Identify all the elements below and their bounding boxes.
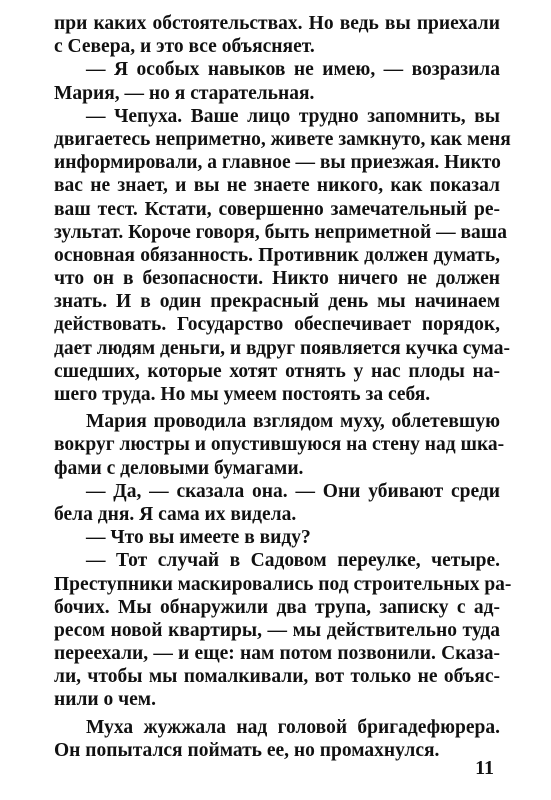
text-line: ваш тест. Кстати, совершенно замечательный ре- [54,198,500,220]
page-text [54,12,512,762]
text-line: — Что вы имеете в виду? [86,527,311,549]
text-line: что он в безопасности. Никто ничего не должен [54,268,500,290]
text-line: — Тот случай в Садовом переулке, четыре. [86,550,500,572]
text-line: дает людям деньги, и вдруг появляется кучка сума- [54,337,511,359]
text-line: действовать. Государство обеспечивает порядок, [54,314,500,336]
text-line: — Я особых навыков не имею, — возразила [86,59,500,81]
text-line: переехали, — и еще: нам потом позвонили. Сказа- [54,643,500,665]
text-line: шего труда. Но мы умеем постоять за себя. [54,384,431,405]
text-line: нили о чем. [54,689,156,711]
text-line: Он попытался поймать ее, но промахнулся. [54,739,440,761]
text-line: при каких обстоятельствах. Но ведь вы приехали [54,13,500,34]
text-line: сшедших, которые хотят отнять у нас плоды на- [54,360,500,382]
text-line: ли, чтобы мы помалкивали, вот только не объяс- [54,666,500,688]
text-line: бела дня. Я сама их видела. [54,503,297,525]
text-line: — Чепуха. Ваше лицо трудно запомнить, вы [86,105,500,127]
text-line: Мария проводила взглядом муху, облетевшую [86,411,500,433]
text-line: вокруг люстры и опустившуюся на стену над шка- [54,434,505,456]
text-line: знать. И в один прекрасный день мы начинаем [54,291,500,313]
text-line: бочих. Мы обнаружили два трупа, записку с ад- [54,596,500,618]
text-line: вас не знает, и вы не знаете никого, как показал [54,175,500,197]
text-line: информировали, а главное — вы приезжая. Никто [54,152,501,174]
text-line: — Да, — сказала она. — Они убивают среди [86,480,500,502]
text-line: основная обязанность. Противник должен думать, [54,244,500,266]
text-line: с Севера, и это все объясняет. [54,36,315,58]
text-line: Муха жужжала над головой бригадефюрера. [86,716,500,738]
text-line: зультат. Короче говоря, быть неприметной — ваша [54,221,508,243]
text-line: Преступники маскировались под строительных ра- [54,573,512,595]
text-line: фами с деловыми бумагами. [54,457,304,479]
text-line: Мария, — но я старательная. [54,82,315,104]
text-line: двигаетесь неприметно, живете замкнуто, как меня [54,128,511,150]
text-line: ресом новой квартиры, — мы действительно туда [54,619,500,641]
page-number: 11 [475,757,494,779]
